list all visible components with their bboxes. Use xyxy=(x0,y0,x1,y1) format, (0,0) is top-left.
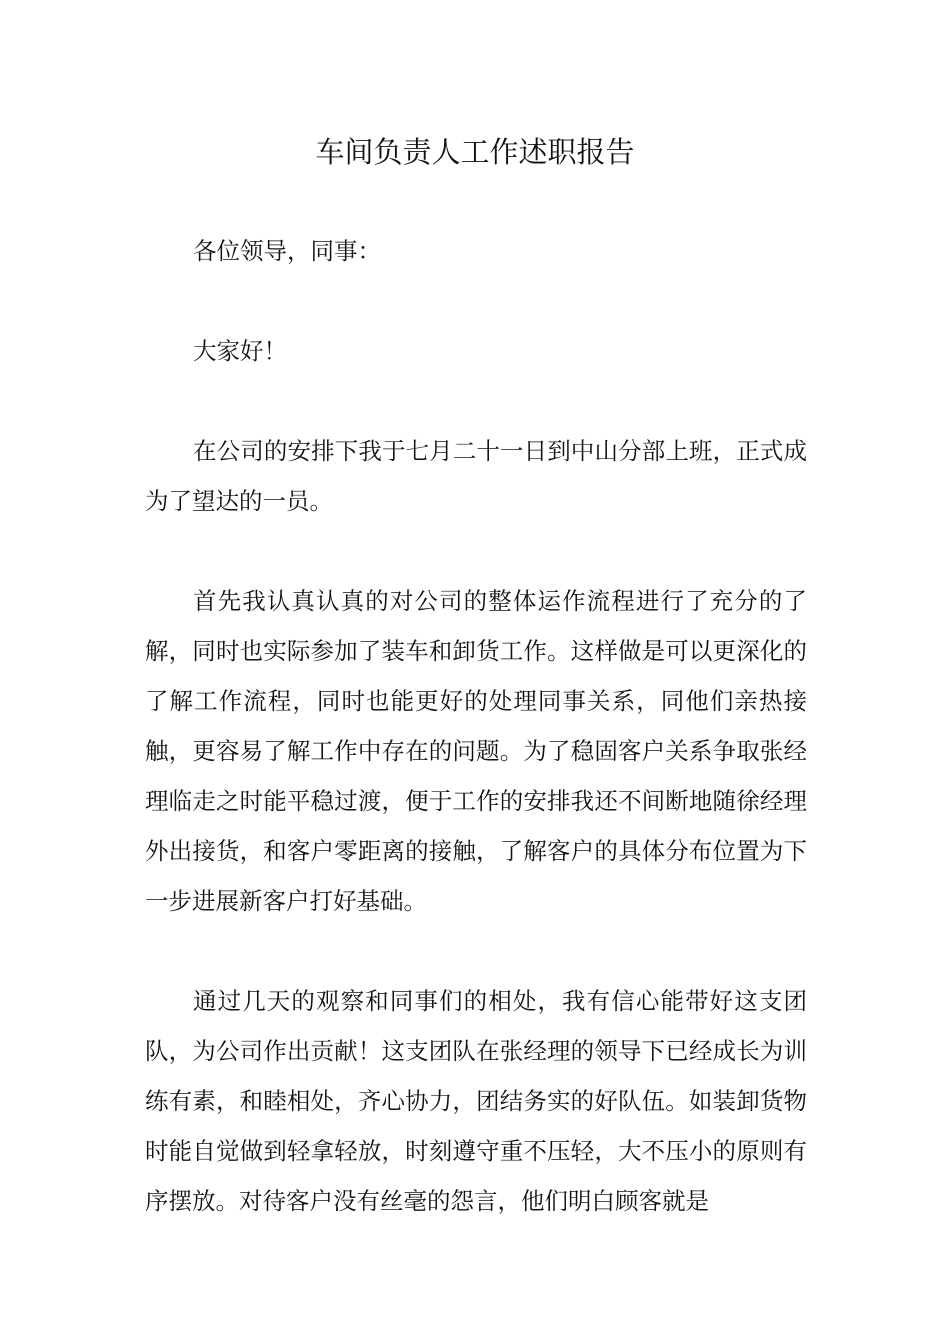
greeting-text: 大家好！ xyxy=(193,337,287,365)
paragraph-3 xyxy=(145,976,807,1226)
salutation-text: 各位领导，同事： xyxy=(193,237,381,265)
document-title: 车间负责人工作述职报告 xyxy=(315,135,635,169)
paragraph-text: 在公司的安排下我于七月二十一日到中山分部上班，正式成为了望达的一员。 xyxy=(145,437,807,515)
paragraph-text: 通过几天的观察和同事们的相处，我有信心能带好这支团队，为公司作出贡献！这支团队在张经理的领导下已经成长为训练有素，和睦相处，齐心协力，团结务实的好队伍。如装卸货物时能自觉做到轻拿轻放，时刻遵守重不压轻，大不压小的原则有序摆放。对待客户没有丝毫的怨言，他们明白顾客就是 xyxy=(145,987,807,1215)
greeting-line xyxy=(145,326,807,376)
paragraph-2 xyxy=(145,576,807,926)
salutation-line xyxy=(145,226,807,276)
paragraph-text: 首先我认真认真的对公司的整体运作流程进行了充分的了解，同时也实际参加了装车和卸货工作。这样做是可以更深化的了解工作流程，同时也能更好的处理同事关系，同他们亲热接触，更容易了解工作中存在的问题。为了稳固客户关系争取张经理临走之时能平稳过渡，便于工作的安排我还不间断地随徐经理外出接货，和客户零距离的接触，了解客户的具体分布位置为下一步进展新客户打好基础。 xyxy=(145,587,807,915)
paragraph-1 xyxy=(145,426,807,526)
